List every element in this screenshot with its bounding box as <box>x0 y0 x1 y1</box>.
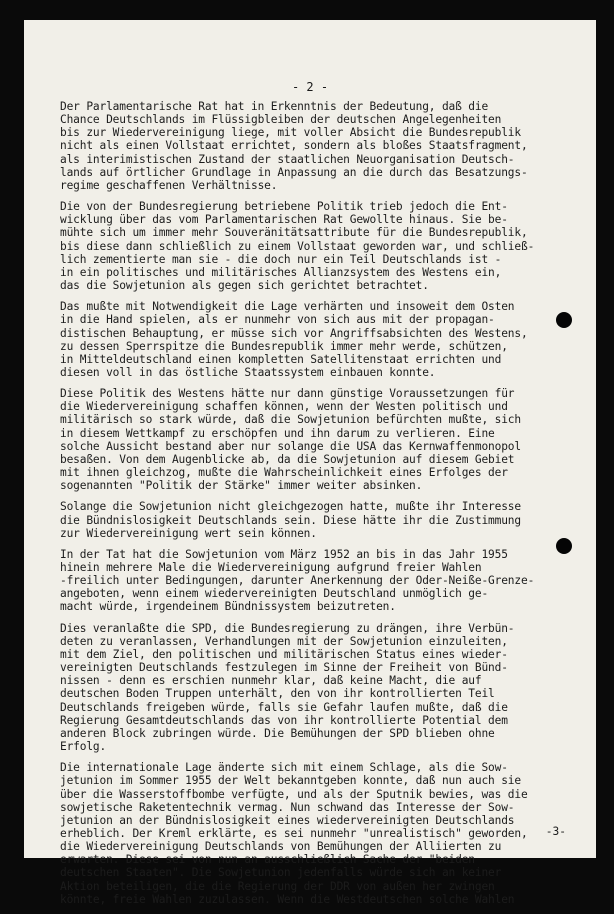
text-line: macht würde, irgendeinem Bündnissystem beizutreten. <box>60 600 396 614</box>
text-line: Regierung Gesamtdeutschlands das von ihr kontrollierte Potential dem <box>60 713 508 727</box>
document-body <box>60 100 580 914</box>
text-line: lands auf örtlicher Grundlage in Anpassung an die durch das Besatzungs- <box>60 165 528 179</box>
text-line: Deutschlands freigeben würde, falls sie Gefahr laufen mußte, daß die <box>60 700 508 714</box>
text-line: regime geschaffenen Verhältnisse. <box>60 178 278 192</box>
punch-hole <box>556 538 572 554</box>
text-line: militärisch so stark würde, daß die Sowjetunion befürchten mußte, sich <box>60 413 521 427</box>
text-line: in die Hand spielen, als er nunmehr von sich aus mit der propagan- <box>60 313 495 327</box>
text-line: erwarten. Diese sei von nun an ausschließlich Sache der "beiden <box>60 853 475 867</box>
paragraph <box>60 622 580 754</box>
text-line: zur Wiedervereinigung wert sein können. <box>60 526 317 540</box>
paragraph <box>60 300 580 379</box>
text-line: hinein mehrere Male die Wiedervereinigung aufgrund freier Wahlen <box>60 561 482 574</box>
text-line: In der Tat hat die Sowjetunion vom März 1952 an bis in das Jahr 1955 <box>60 547 508 561</box>
text-line: jetunion an der Bündnislosigkeit eines wiedervereinigten Deutschlands <box>60 813 515 827</box>
text-line: sowjetische Raketentechnik vermag. Nun schwand das Interesse der Sow- <box>60 800 515 814</box>
text-line: die Bündnislosigkeit Deutschlands sein. Diese hätte ihr die Zustimmung <box>60 513 521 527</box>
text-line: diesen voll in das östliche Staatssystem einbauen konnte. <box>60 365 436 379</box>
text-line: deutschen Staaten". Die Sowjetunion jedenfalls würde sich an keiner <box>60 866 502 880</box>
text-line: als interimistischen Zustand der staatlichen Neuorganisation Deutsch- <box>60 152 515 166</box>
paragraph <box>60 500 580 539</box>
text-line: in diesem Wettkampf zu erschöpfen und ihn darum zu verlieren. Eine <box>60 426 495 440</box>
text-line: Solange die Sowjetunion nicht gleichgezogen hatte, mußte ihr Interesse <box>60 500 521 514</box>
text-line: nicht als einen Vollstaat errichtet, sondern als bloßes Staatsfragment, <box>60 139 528 153</box>
text-line: deten zu veranlassen, Verhandlungen mit der Sowjetunion einzuleiten, <box>60 634 508 648</box>
text-line: solche Aussicht bestand aber nur solange die USA das Kernwaffenmonopol <box>60 439 521 453</box>
text-line: Diese Politik des Westens hätte nur dann günstige Voraussetzungen für <box>60 387 515 401</box>
text-line: mit dem Ziel, den politischen und militärischen Status eines wieder- <box>60 647 508 661</box>
text-line: Erfolg. <box>60 740 107 754</box>
text-line: deutschen Boden Truppen unterhält, den von ihr kontrollierten Teil <box>60 687 495 701</box>
text-line: mit ihnen gleichzog, mußte die Wahrscheinlichkeit eines Erfolges der <box>60 466 508 480</box>
text-line: angeboten, wenn einem wiedervereinigten Deutschland unmöglich ge- <box>60 587 489 601</box>
text-line: in ein politisches und militärisches Allianzsystem des Westens ein, <box>60 265 502 279</box>
text-line: in Mitteldeutschland einen kompletten Satellitenstaat errichten und <box>60 352 502 366</box>
punch-hole <box>556 312 572 328</box>
text-line: wicklung über das vom Parlamentarischen Rat Gewollte hinaus. Sie be- <box>60 213 508 227</box>
text-line: Aktion beteiligen, die die Regierung der DDR von außen her zwingen <box>60 879 495 893</box>
page-number: - 2 - <box>291 80 329 94</box>
text-line: distischen Behauptung, er müsse sich vor Angriffsabsichten des Westens, <box>60 326 528 340</box>
text-line: Dies veranlaßte die SPD, die Bundesregierung zu drängen, ihre Verbün- <box>60 621 515 635</box>
text-line: besaßen. Von dem Augenblicke ab, da die Sowjetunion auf diesem Gebiet <box>60 452 515 466</box>
text-line: Das mußte mit Notwendigkeit die Lage verhärten und insoweit dem Osten <box>60 300 515 314</box>
text-line: bis zur Wiedervereinigung liege, mit voller Absicht die Bundesrepublik <box>60 126 521 140</box>
text-line: Die von der Bundesregierung betriebene Politik trieb jedoch die Ent- <box>60 200 508 214</box>
text-line: Die internationale Lage änderte sich mit einem Schlage, als die Sow- <box>60 761 508 775</box>
text-line: die Wiedervereinigung schaffen können, wenn der Westen politisch und <box>60 400 508 414</box>
text-line: anderen Block zubringen würde. Die Bemühungen der SPD blieben ohne <box>60 726 495 740</box>
text-line: nissen - denn es erschien nunmehr klar, daß keine Macht, die auf <box>60 674 482 688</box>
text-line: erheblich. Der Kreml erklärte, es sei nunmehr "unrealistisch" geworden, <box>60 826 528 840</box>
text-line: mühte sich um immer mehr Souveränitätsattribute für die Bundesrepublik, <box>60 226 528 240</box>
text-line: Der Parlamentarische Rat hat in Erkenntnis der Bedeutung, daß die <box>60 100 489 113</box>
text-line: könnte, freie Wahlen zuzulassen. Wenn die Westdeutschen solche Wahlen <box>60 892 515 906</box>
text-line: über die Wasserstoffbombe verfügte, und als der Sputnik bewies, was die <box>60 787 528 801</box>
paragraph <box>60 387 580 492</box>
text-line: vereinigten Deutschlands festzulegen im Sinne der Freiheit von Bünd- <box>60 661 508 675</box>
document-page <box>24 20 596 906</box>
text-line: bis diese dann schließlich zu einem Vollstaat geworden war, und schließ- <box>60 239 535 253</box>
paragraph <box>60 548 580 614</box>
paragraph <box>60 761 580 906</box>
text-line: sogenannten "Politik der Stärke" immer weiter absinken. <box>60 479 423 493</box>
next-page-marker: -3- <box>545 825 566 838</box>
text-line: das die Sowjetunion als gegen sich gerichtet betrachtet. <box>60 279 429 293</box>
text-line: lich zementierte man sie - die doch nur ein Teil Deutschlands ist - <box>60 252 502 266</box>
paragraph <box>60 200 580 292</box>
paragraph <box>60 100 580 192</box>
text-line: jetunion im Sommer 1955 der Welt bekanntgeben konnte, daß nun auch sie <box>60 774 521 788</box>
text-line: -freilich unter Bedingungen, darunter Anerkennung der Oder-Neiße-Grenze- <box>60 574 535 588</box>
text-line: zu dessen Sperrspitze die Bundesrepublik immer mehr werde, schützen, <box>60 339 508 353</box>
text-line: Chance Deutschlands im Flüssigbleiben der deutschen Angelegenheiten <box>60 113 502 127</box>
text-line: die Wiedervereinigung Deutschlands von Bemühungen der Alliierten zu <box>60 840 502 854</box>
